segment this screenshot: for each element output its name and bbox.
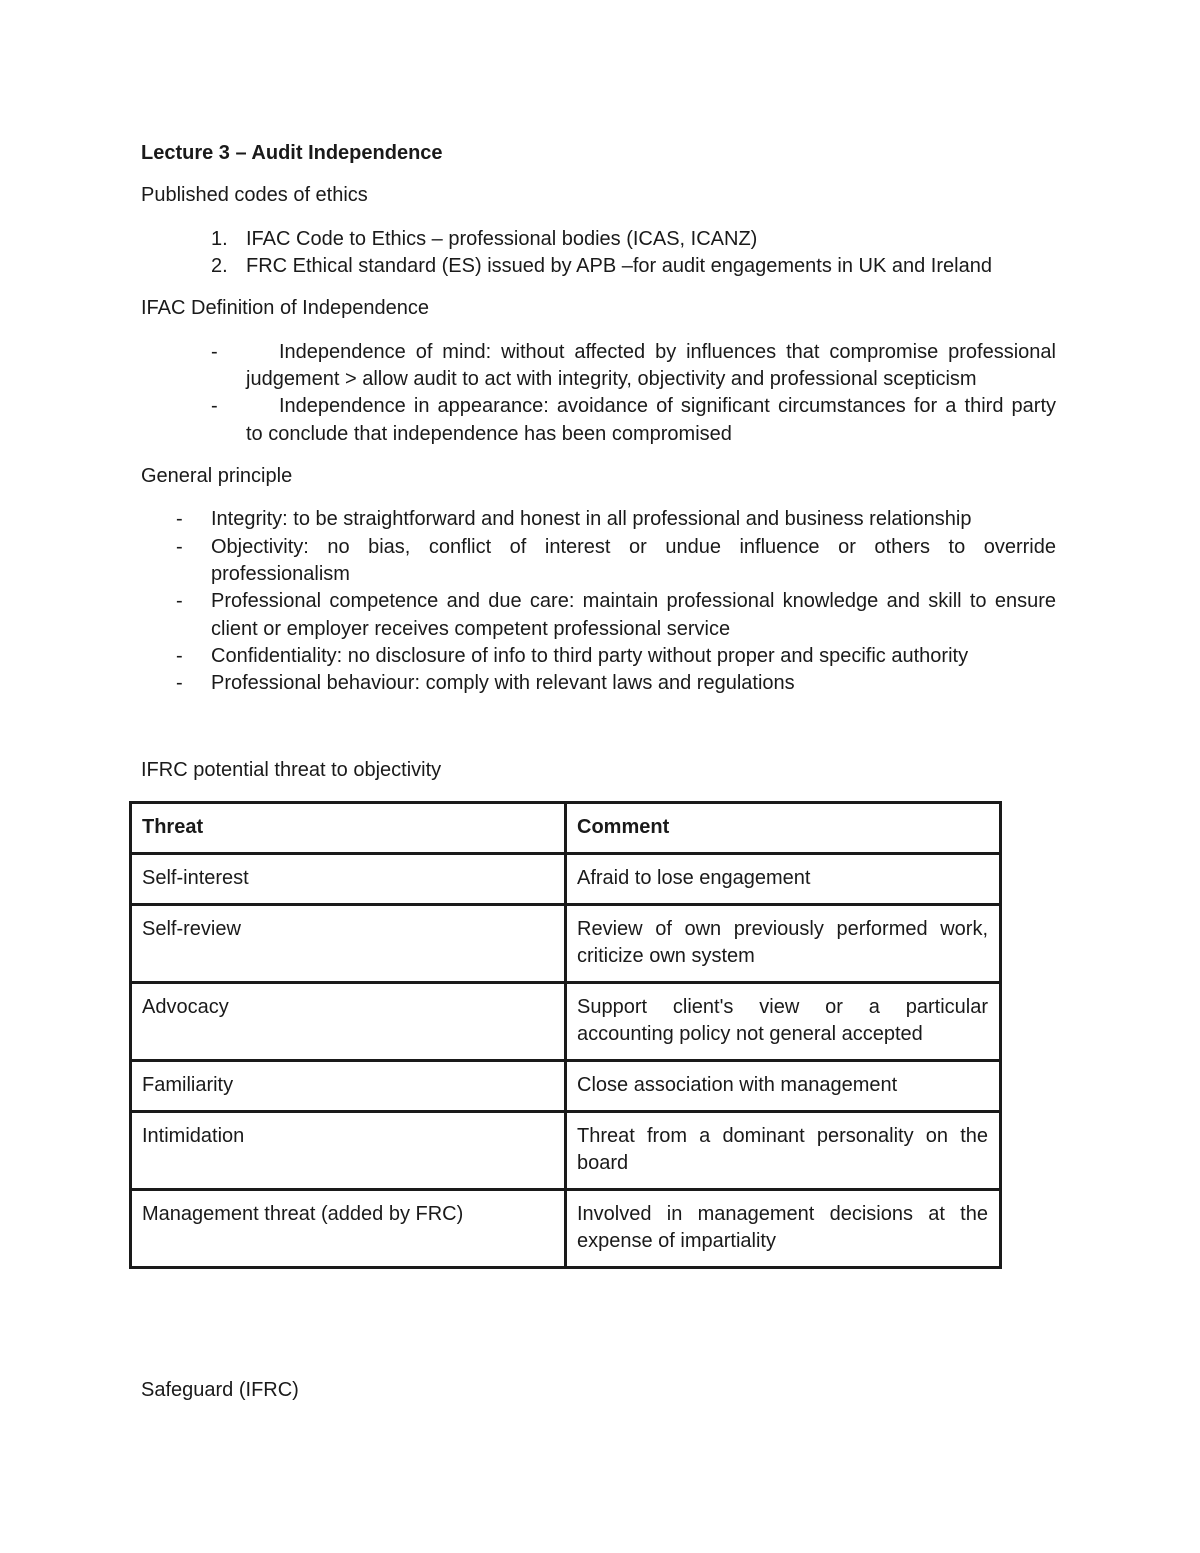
comment-cell: Afraid to lose engagement	[566, 854, 1001, 905]
list-number: 1.	[211, 228, 228, 250]
table-row	[131, 1190, 1001, 1268]
list-text-line2: client or employer receives competent professional service	[211, 618, 731, 640]
list-text-line1: Confidentiality: no disclosure of info to third party without proper and specific authority	[211, 645, 969, 667]
table-header-row	[131, 803, 1001, 854]
page-title: Lecture 3 – Audit Independence	[141, 142, 443, 164]
list-text-line1: Independence in appearance: avoidance of significant circumstances for a third party	[279, 395, 1056, 417]
published-codes-heading: Published codes of ethics	[141, 184, 368, 206]
dash-bullet: -	[176, 672, 183, 694]
comment-cell: Close association with management	[566, 1061, 1001, 1112]
threat-cell: Self-interest	[131, 854, 566, 905]
list-text-line2: to conclude that independence has been compromised	[246, 423, 732, 445]
threats-table	[129, 801, 1002, 1269]
table-row	[131, 854, 1001, 905]
comment-cell: Involved in management decisions at the expense of impartiality	[566, 1190, 1001, 1268]
dash-bullet: -	[176, 645, 183, 667]
dash-bullet: -	[211, 395, 218, 417]
column-header-comment: Comment	[566, 803, 1001, 854]
list-text-line2: professionalism	[211, 563, 350, 585]
threat-cell: Intimidation	[131, 1112, 566, 1190]
list-text-line1: Professional behaviour: comply with relevant laws and regulations	[211, 672, 795, 694]
table-row	[131, 905, 1001, 983]
list-text-line1: Integrity: to be straightforward and honest in all professional and business relationship	[211, 508, 972, 530]
safeguard-heading: Safeguard (IFRC)	[141, 1379, 299, 1401]
threat-cell: Familiarity	[131, 1061, 566, 1112]
ifac-definition-heading: IFAC Definition of Independence	[141, 297, 429, 319]
general-principle-heading: General principle	[141, 465, 293, 487]
dash-bullet: -	[176, 536, 183, 558]
list-text-line1: Independence of mind: without affected by influences that compromise professional	[279, 341, 1056, 363]
threats-heading: IFRC potential threat to objectivity	[141, 759, 442, 781]
dash-bullet: -	[176, 508, 183, 530]
table-row	[131, 1112, 1001, 1190]
column-header-threat: Threat	[131, 803, 566, 854]
comment-cell: Support client's view or a particular accounting policy not general accepted	[566, 983, 1001, 1061]
comment-cell: Threat from a dominant personality on the board	[566, 1112, 1001, 1190]
list-text-line1: Professional competence and due care: maintain professional knowledge and skill to ensure	[211, 590, 1056, 612]
list-text-line2: judgement > allow audit to act with integrity, objectivity and professional scepticism	[246, 368, 977, 390]
comment-cell: Review of own previously performed work, criticize own system	[566, 905, 1001, 983]
list-text-line1: Objectivity: no bias, conflict of interest or undue influence or others to override	[211, 536, 1056, 558]
list-text: IFAC Code to Ethics – professional bodies (ICAS, ICANZ)	[246, 228, 758, 250]
threat-cell: Advocacy	[131, 983, 566, 1061]
threat-cell: Self-review	[131, 905, 566, 983]
dash-bullet: -	[211, 341, 218, 363]
threat-cell: Management threat (added by FRC)	[131, 1190, 566, 1268]
table-row	[131, 1061, 1001, 1112]
list-number: 2.	[211, 255, 228, 277]
dash-bullet: -	[176, 590, 183, 612]
table-row	[131, 983, 1001, 1061]
list-text: FRC Ethical standard (ES) issued by APB –for audit engagements in UK and Ireland	[246, 255, 992, 277]
